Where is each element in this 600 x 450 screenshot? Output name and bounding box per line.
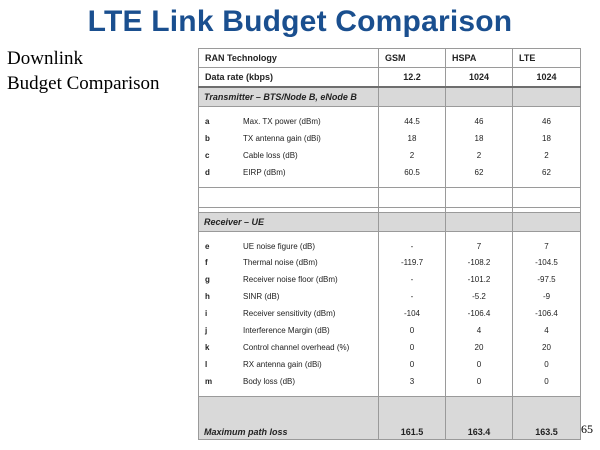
value-cell: 4 (446, 322, 513, 339)
link-budget-table (198, 48, 581, 440)
row-label (199, 288, 379, 305)
table-row (199, 373, 581, 390)
value-cell: 0 (446, 356, 513, 373)
value-cell: 62 (446, 164, 513, 181)
value-cell: 163.5 (513, 396, 581, 439)
header-cell: HSPA (446, 49, 513, 68)
blank-row (199, 187, 581, 207)
value-cell: -106.4 (446, 305, 513, 322)
value-cell: 2 (379, 147, 446, 164)
row-letter: i (205, 309, 208, 319)
value-cell: 2 (446, 147, 513, 164)
row-letter: m (205, 376, 213, 386)
value-cell: 62 (513, 164, 581, 181)
row-description: EIRP (dBm) (243, 167, 286, 177)
row-label (199, 305, 379, 322)
row-label (199, 356, 379, 373)
section-title: Receiver – UE (199, 212, 379, 231)
value-cell: 0 (379, 322, 446, 339)
value-cell: 1024 (446, 68, 513, 88)
table-row (199, 339, 581, 356)
section-title: Transmitter – BTS/Node B, eNode B (199, 87, 379, 107)
section-header-row (199, 87, 581, 107)
value-cell: -104.5 (513, 254, 581, 271)
row-description: Receiver noise floor (dBm) (243, 275, 338, 285)
row-label (199, 113, 379, 130)
row-description: UE noise figure (dB) (243, 241, 316, 251)
row-letter: l (205, 359, 208, 369)
section-header-row (199, 212, 581, 231)
row-description: Body loss (dB) (243, 376, 296, 386)
header-cell: GSM (379, 49, 446, 68)
value-cell: -104 (379, 305, 446, 322)
value-cell: 18 (513, 130, 581, 147)
row-label (199, 322, 379, 339)
value-cell: -106.4 (513, 305, 581, 322)
value-cell: 0 (379, 339, 446, 356)
value-cell: 46 (513, 113, 581, 130)
value-cell: 60.5 (379, 164, 446, 181)
value-cell: 0 (379, 356, 446, 373)
row-label (199, 130, 379, 147)
row-letter: k (205, 342, 210, 352)
table-row (199, 164, 581, 181)
row-label (199, 271, 379, 288)
table-row (199, 356, 581, 373)
value-cell: 7 (513, 238, 581, 255)
slide-subtitle (7, 46, 160, 96)
value-cell: -119.7 (379, 254, 446, 271)
row-letter: b (205, 133, 210, 143)
row-letter: f (205, 258, 208, 268)
header-cell: RAN Technology (199, 49, 379, 68)
row-label (199, 164, 379, 181)
table-row (199, 288, 581, 305)
table-row (199, 305, 581, 322)
row-label: Data rate (kbps) (199, 68, 379, 88)
value-cell: 18 (379, 130, 446, 147)
table-row (199, 238, 581, 255)
row-label: Maximum path loss (199, 396, 379, 439)
subtitle-line: Budget Comparison (7, 73, 160, 94)
value-cell: 163.4 (446, 396, 513, 439)
row-letter: e (205, 241, 210, 251)
value-cell: 3 (379, 373, 446, 390)
subtitle-line: Downlink (7, 48, 83, 69)
value-cell: 20 (446, 339, 513, 356)
row-label (199, 254, 379, 271)
row-description: Max. TX power (dBm) (243, 116, 321, 126)
page-number: 65 (581, 422, 593, 436)
value-cell: - (379, 271, 446, 288)
value-cell: 2 (513, 147, 581, 164)
value-cell: 7 (446, 238, 513, 255)
value-cell: 1024 (513, 68, 581, 88)
row-description: Receiver sensitivity (dBm) (243, 309, 336, 319)
row-description: TX antenna gain (dBi) (243, 133, 321, 143)
max-path-loss-row (199, 396, 581, 439)
row-label (199, 373, 379, 390)
value-cell: 20 (513, 339, 581, 356)
value-cell: -9 (513, 288, 581, 305)
row-description: SINR (dB) (243, 292, 280, 302)
row-letter: h (205, 292, 210, 302)
value-cell: 46 (446, 113, 513, 130)
row-label (199, 339, 379, 356)
table-row (199, 113, 581, 130)
slide-title: LTE Link Budget Comparison (87, 5, 513, 38)
row-description: Cable loss (dB) (243, 150, 298, 160)
table-row (199, 322, 581, 339)
table-row (199, 147, 581, 164)
value-cell: 0 (513, 356, 581, 373)
value-cell: -97.5 (513, 271, 581, 288)
row-letter: g (205, 275, 210, 285)
value-cell: -5.2 (446, 288, 513, 305)
value-cell: 44.5 (379, 113, 446, 130)
row-letter: j (205, 325, 208, 335)
value-cell: - (379, 288, 446, 305)
row-letter: c (205, 150, 210, 160)
row-description: RX antenna gain (dBi) (243, 359, 322, 369)
row-description: Control channel overhead (%) (243, 342, 350, 352)
row-description: Interference Margin (dB) (243, 325, 330, 335)
value-cell: 4 (513, 322, 581, 339)
value-cell: - (379, 238, 446, 255)
value-cell: -101.2 (446, 271, 513, 288)
table-row (199, 271, 581, 288)
value-cell: 12.2 (379, 68, 446, 88)
data-rate-row (199, 68, 581, 88)
table-row (199, 254, 581, 271)
value-cell: 18 (446, 130, 513, 147)
row-letter: d (205, 167, 210, 177)
value-cell: 0 (513, 373, 581, 390)
row-letter: a (205, 116, 210, 126)
header-cell: LTE (513, 49, 581, 68)
row-description: Thermal noise (dBm) (243, 258, 318, 268)
value-cell: -108.2 (446, 254, 513, 271)
row-label (199, 147, 379, 164)
table-row (199, 130, 581, 147)
table-header-row (199, 49, 581, 68)
row-label (199, 238, 379, 255)
value-cell: 161.5 (379, 396, 446, 439)
value-cell: 0 (446, 373, 513, 390)
